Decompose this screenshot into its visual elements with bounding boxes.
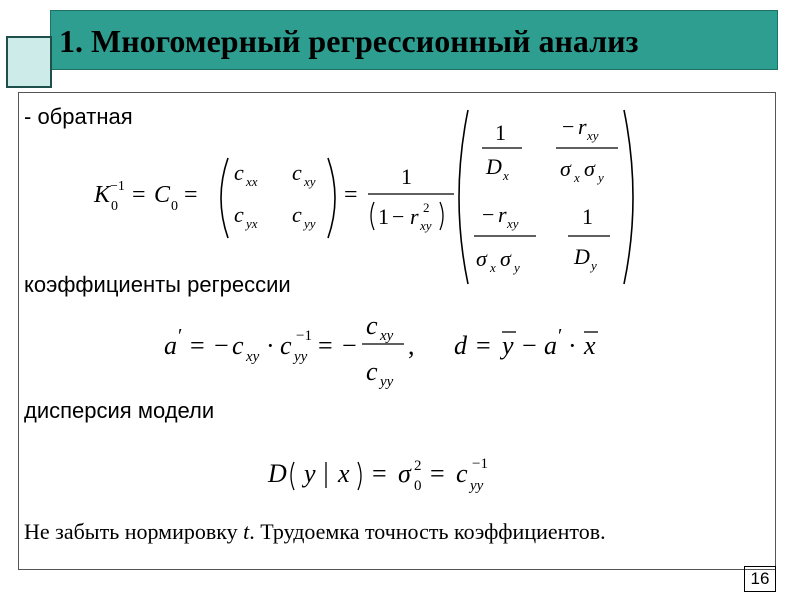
svg-text:D: D	[268, 459, 287, 488]
svg-text:a: a	[164, 331, 177, 360]
inverse-matrix-formula	[90, 104, 650, 290]
svg-text:−: −	[522, 331, 537, 360]
svg-text:D: D	[574, 244, 590, 269]
svg-text:xy: xy	[420, 218, 432, 233]
svg-text:=: =	[430, 459, 445, 488]
slide-title: 1. Многомерный регрессионный анализ	[59, 23, 639, 59]
svg-text:D: D	[486, 154, 502, 179]
svg-text:y: y	[598, 170, 604, 185]
svg-text:=: =	[344, 182, 358, 208]
svg-text:C: C	[154, 182, 171, 208]
svg-text:−: −	[342, 331, 357, 360]
svg-text:r: r	[578, 114, 587, 139]
decorative-square	[6, 36, 52, 88]
svg-text:c: c	[366, 357, 378, 386]
svg-text:xy: xy	[507, 216, 519, 231]
svg-text:r: r	[498, 202, 507, 227]
svg-text:′: ′	[558, 325, 563, 347]
svg-text:y: y	[502, 331, 514, 360]
svg-text:xy: xy	[587, 128, 599, 143]
svg-text:1: 1	[378, 204, 389, 229]
svg-text:·: ·	[568, 331, 577, 360]
svg-text:x: x	[503, 168, 509, 183]
svg-text:K: K	[94, 182, 111, 208]
svg-text:c: c	[232, 331, 244, 360]
svg-text:a: a	[544, 331, 557, 360]
note-text-before: Не забыть нормировку	[24, 519, 244, 544]
page-number: 16	[744, 566, 776, 592]
svg-text:−: −	[392, 204, 405, 229]
svg-text:0: 0	[414, 478, 422, 494]
svg-text:1: 1	[582, 204, 593, 229]
svg-text:=: =	[190, 331, 205, 360]
svg-text:xy: xy	[304, 174, 316, 189]
svg-text:=: =	[476, 331, 491, 360]
svg-text:σ: σ	[584, 156, 595, 181]
svg-text:y: y	[304, 459, 316, 488]
svg-text:σ: σ	[560, 156, 571, 181]
note-text-after: . Трудоемка точность коэффициентов.	[249, 519, 606, 544]
svg-text:0: 0	[111, 199, 118, 214]
svg-text:1: 1	[401, 164, 412, 189]
svg-text:c: c	[234, 202, 244, 227]
svg-text:σ: σ	[398, 459, 411, 488]
svg-text:1: 1	[495, 120, 506, 145]
svg-text:d: d	[454, 331, 467, 360]
svg-text:c: c	[366, 311, 378, 340]
svg-text:−1: −1	[110, 179, 125, 194]
inverse-label: - обратная	[24, 104, 133, 129]
svg-text:c: c	[292, 202, 302, 227]
dispersion-label: дисперсия модели	[24, 398, 215, 423]
svg-text:x: x	[338, 459, 350, 488]
svg-text:x: x	[574, 170, 580, 185]
svg-text:xx: xx	[246, 174, 258, 189]
svg-text:y: y	[591, 258, 597, 273]
note-variable: t	[243, 519, 250, 544]
svg-text:x: x	[584, 331, 596, 360]
svg-text:σ: σ	[500, 246, 511, 271]
svg-text:−: −	[562, 114, 575, 139]
svg-text:=: =	[372, 459, 387, 488]
svg-text:c: c	[456, 459, 468, 488]
note-text	[24, 518, 606, 546]
svg-text:−1: −1	[472, 456, 488, 472]
svg-text:yx: yx	[246, 216, 258, 231]
svg-text:yy: yy	[294, 349, 308, 365]
svg-text:−: −	[214, 331, 229, 360]
svg-text:xy: xy	[246, 349, 260, 365]
svg-text:=: =	[318, 331, 333, 360]
svg-text:2: 2	[423, 200, 430, 215]
svg-text:σ: σ	[476, 246, 487, 271]
svg-text:y: y	[514, 260, 520, 275]
svg-text:xy: xy	[380, 328, 394, 344]
svg-text:c: c	[234, 160, 244, 185]
svg-text:0: 0	[171, 199, 178, 214]
svg-text:′: ′	[178, 325, 183, 347]
svg-text:c: c	[292, 160, 302, 185]
title-bar	[50, 10, 778, 70]
svg-text:yy: yy	[380, 374, 394, 390]
svg-text:,: ,	[408, 331, 415, 360]
model-dispersion-formula	[266, 446, 526, 502]
svg-text:=: =	[132, 182, 146, 208]
svg-text:=: =	[184, 182, 198, 208]
regression-coefficients-formula	[160, 308, 640, 398]
svg-text:yy: yy	[304, 216, 316, 231]
svg-text:c: c	[280, 331, 292, 360]
svg-text:r: r	[410, 204, 419, 229]
svg-text:yy: yy	[470, 478, 484, 494]
coefficients-label: коэффициенты регрессии	[24, 272, 291, 297]
svg-text:x: x	[490, 260, 496, 275]
svg-text:−1: −1	[296, 328, 312, 344]
svg-text:·: ·	[266, 331, 275, 360]
svg-text:2: 2	[414, 458, 422, 474]
svg-text:−: −	[482, 202, 495, 227]
